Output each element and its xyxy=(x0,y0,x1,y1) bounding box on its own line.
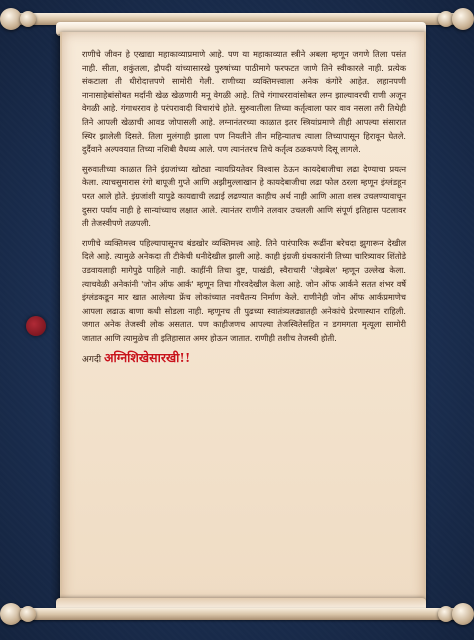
rod-knob-left-top xyxy=(0,8,22,30)
paragraph-3: राणीचे व्यक्तिमत्त्व पहिल्यापासूनच बंडखोर व्यक्तिमत्त्व आहे. तिने पारंपारिक रूढींना बरेचदा झुगारून देखील दिले आहे. त्यामुळे अनेकदा ती टीकेची धनीदेखील झाली आहे. काही इंग्रजी ग्रंथकारांनी तिच्या चारित्र्यावर शिंतोडे उडवायलाही मागेपुढे पाहिले नाही. काहींनी तिचा दुष्ट, पाखंडी, स्वैराचारी 'जेझबेल' म्हणून उल्लेख केला. त्याचवेळी अनेकांनी 'जोन ऑफ आर्क' म्हणून तिचा गौरवदेखील केला आहे. जोन ऑफ आर्कने सतत शंभर वर्षे इंग्लंडकडून मार खात आलेल्या फ्रेंच लोकांच्यात नवचैतन्य निर्माण केले. राणीनेही जोन ऑफ आर्कप्रमाणेच आपला लढाऊ बाणा कधी सोडला नाही. म्हणूनच ती पुढच्या स्वातंत्र्यलढ्यातही अनेकांचे प्रेरणास्थान राहिली. जगात अनेक तेजस्वी लोक असतात. पण काहीजणच आपल्या तेजस्वितेसहित न डगमगता मृत्यूला सामोरी जातात आणि त्यामुळेच ती इतिहासात अमर होऊन जातात. राणीही तशीच तेजस्वी होती. xyxy=(82,237,406,343)
scroll-rod-bottom xyxy=(0,603,474,625)
rod-knob-left-inner-top xyxy=(20,11,36,27)
closing-highlight: अग्निशिखेसारखी!! xyxy=(103,350,191,366)
rod-knob-right-top xyxy=(452,8,474,30)
rod-bottom xyxy=(12,608,462,620)
rod-knob-left-bottom xyxy=(0,603,22,625)
paragraph-1: राणीचे जीवन हे एखाद्या महाकाव्याप्रमाणे आहे. पण या महाकाव्यात स्त्रीने अबला म्हणून जगणे तिला पसंत नाही. सीता, शकुंतला, द्रौपदी यांच्यासारखे पुरुषांच्या पाठीमागे फरफटत जाणे तिने स्वीकारले नाही. प्रत्येक संकटाला ती धीरोदात्तपणे सामोरी गेली. राणीच्या व्यक्तिमत्त्वाला अनेक कंगोरे आहेत. लहानपणी नानासाहेबांसोबत मर्दानी खेळ खेळणारी मनू वेगळी आहे. तिचे गंगाधररावांसोबत लग्न झाल्यावरची राणी अजून वेगळी आहे. गंगाधरराव हे परंपरावादी विचारांचे होते. सुरुवातीला तिच्या कर्तृत्वाला फार वाव नसला तरी तिथेही तिने आपली खेळाची आवड जोपासली आहे. लग्नानंतरच्या काळात इतर स्त्रियांप्रमाणे तीही आपल्या संसारात स्थिर झालेली दिसते. तिला मुलंगाही झाला पण नियतीने तीन महिन्यातच त्याला तिच्यापासून हिरावून घेतले. दुर्दैवाने अल्पवयात तिच्या नशिबी वैधव्य आले. पण त्यानंतरच तिचे कर्तृत्व ठळकपणे दिसू लागले. xyxy=(82,49,406,155)
parchment xyxy=(60,32,426,602)
rod-knob-right-bottom xyxy=(452,603,474,625)
red-seal-icon xyxy=(26,316,46,336)
closing-prefix: अगदी xyxy=(82,355,102,366)
closing-line xyxy=(82,351,406,368)
article-body xyxy=(82,48,406,368)
paper-edge-shadow xyxy=(50,34,60,600)
rod-knob-left-inner-bottom xyxy=(20,606,36,622)
paragraph-2: सुरुवातीच्या काळात तिने इंग्रजांच्या खोट्या न्यायप्रियतेवर विश्वास ठेऊन कायदेबाजीचा लढा देण्याचा प्रयत्न केला. त्याचसुमारास रंगो बापूजी गुप्ते आणि अझीमुल्लाखान हे कायदेबाजीचा लढा फोल ठरला म्हणून इंग्लंडहून परत आले होते. इंग्रजांशी यापुढे कायद्याची लढाई लढण्यात काहीच अर्थ नाही आणि आता शस्त्र उचलण्यावाचून दुसरा पर्याय नाही हे सान्यांच्याच लक्षात आले. त्यानंतर राणीने तलवार उचलली आणि संपूर्ण इतिहास पटलावर ती तेजस्वीपणे तळपली. xyxy=(82,163,406,229)
